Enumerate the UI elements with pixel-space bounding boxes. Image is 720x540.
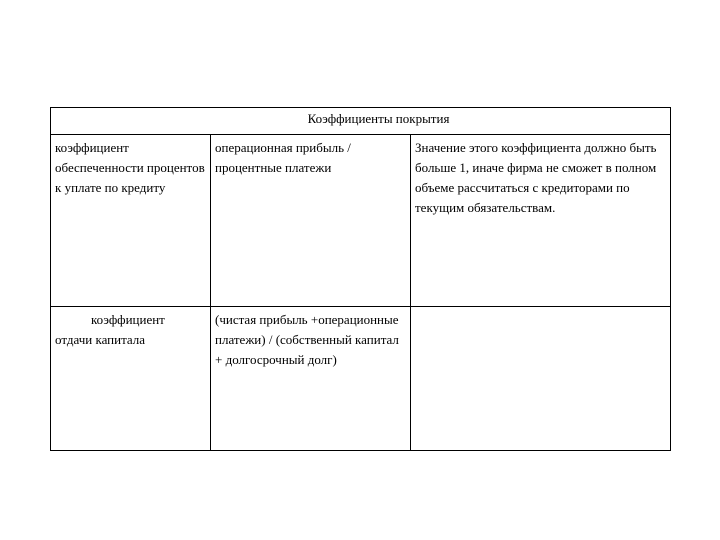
coverage-ratios-table (50, 107, 671, 451)
ratio-formula-cell: (чистая прибыль +операционные платежи) / (собственный капитал + долгосрочный долг) (211, 307, 411, 451)
ratio-formula-cell: операционная прибыль / процентные платежи (211, 135, 411, 307)
table-title-cell (51, 108, 671, 135)
ratio-name-cell: коэффициент отдачи капитала (51, 307, 211, 451)
table-row (51, 307, 671, 451)
table-row (51, 135, 671, 307)
table-title-row (51, 108, 671, 135)
ratio-note-cell (411, 307, 671, 451)
ratio-name-cell: коэффициент обеспеченности процентов к уплате по кредиту (51, 135, 211, 307)
table-title: Коэффициенты покрытия (307, 111, 450, 126)
ratio-note-cell: Значение этого коэффициента должно быть больше 1, иначе фирма не сможет в полном объеме рассчитаться с кредиторами по текущим обязательствам. (411, 135, 671, 307)
